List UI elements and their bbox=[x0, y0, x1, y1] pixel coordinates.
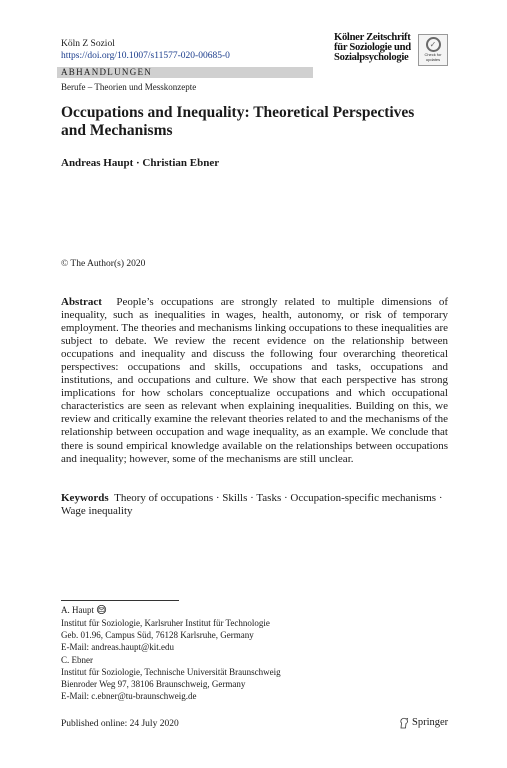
published-date: Published online: 24 July 2020 bbox=[61, 719, 179, 729]
publisher-logo bbox=[399, 716, 448, 730]
springer-horse-icon bbox=[399, 717, 409, 729]
publisher-name: Springer bbox=[412, 717, 449, 728]
footnote-rule bbox=[61, 600, 179, 601]
check-for-updates-badge[interactable] bbox=[418, 34, 448, 66]
journal-logo-line-1: Kölner Zeitschrift bbox=[334, 32, 411, 43]
envelope-icon[interactable] bbox=[96, 605, 107, 617]
keywords bbox=[61, 492, 448, 518]
affiliation-address: Bienroder Weg 97, 38106 Braunschweig, Germany bbox=[61, 679, 246, 689]
keywords-text: Theory of occupations · Skills · Tasks · Occupation-specific mechanisms · Wage inequality bbox=[61, 492, 443, 518]
authors: Andreas Haupt · Christian Ebner bbox=[61, 157, 220, 169]
article-category: Berufe – Theorien und Messkonzepte bbox=[61, 82, 197, 92]
affiliation-haupt bbox=[61, 604, 270, 653]
badge-line-2: updates bbox=[425, 56, 441, 62]
affiliation-institute: Institut für Soziologie, Technische Universität Braunschweig bbox=[61, 667, 281, 677]
affiliation-email[interactable]: E-Mail: andreas.haupt@kit.edu bbox=[61, 642, 175, 652]
journal-logo-line-2: für Soziologie und bbox=[334, 42, 411, 53]
doi-link[interactable]: https://doi.org/10.1007/s11577-020-00685-0 bbox=[61, 51, 230, 61]
article-title bbox=[61, 104, 441, 140]
check-for-updates-icon: ✓ bbox=[426, 37, 441, 52]
journal-logo-line-3: Sozialpsychologie bbox=[334, 52, 409, 63]
copyright-notice: © The Author(s) 2020 bbox=[61, 259, 146, 269]
section-label: ABHANDLUNGEN bbox=[61, 67, 153, 77]
journal-reference: Köln Z Soziol bbox=[61, 39, 115, 49]
affiliation-ebner bbox=[61, 654, 281, 702]
title-line-1: Occupations and Inequality: Theoretical Perspectives bbox=[61, 104, 415, 121]
abstract-label: Abstract bbox=[61, 296, 102, 308]
badge-line-1: Check for bbox=[424, 52, 442, 57]
title-line-2: and Mechanisms bbox=[61, 122, 173, 139]
affiliation-name: C. Ebner bbox=[61, 655, 93, 665]
affiliation-institute: Institut für Soziologie, Karlsruher Institut für Technologie bbox=[61, 618, 270, 628]
journal-logo bbox=[334, 33, 414, 63]
affiliation-address: Geb. 01.96, Campus Süd, 76128 Karlsruhe, Germany bbox=[61, 630, 254, 640]
affiliation-name: A. Haupt bbox=[61, 605, 94, 615]
abstract bbox=[61, 296, 448, 466]
keywords-label: Keywords bbox=[61, 492, 109, 504]
affiliation-email[interactable]: E-Mail: c.ebner@tu-braunschweig.de bbox=[61, 691, 197, 701]
abstract-text: People’s occupations are strongly related to multiple dimensions of inequality, such as inequalities in wages, health, autonomy, or risk of temporary employment. The theories and mechanisms linking occupations to these inequalities are subject to debate. We review the recent evidence on the relationship between occupations and inequality and discuss the following four overarching theoretical perspectives: occupations and skills, occupations and tasks, occupations and institutions, and occupations and culture. We show that each perspective has strong implications for how scholars conceptualize occupations and which occupational characteristics are seen as relevant when explaining inequalities. Building on this, we review and critically examine the relevant theories related to and the mechanisms of the relationship between occupation and wage inequality, as an example. We conclude that there is sound empirical knowledge available on the relationships between occupations and inequality; however, some of the mechanisms are still unclear. bbox=[61, 296, 448, 465]
